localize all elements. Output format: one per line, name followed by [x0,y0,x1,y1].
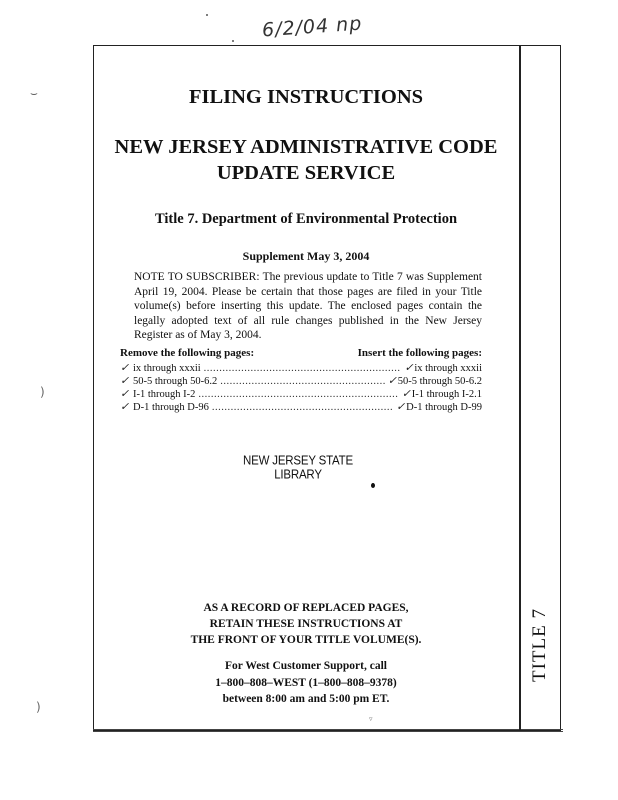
checkmark-icon: ✓ [120,401,130,413]
pages-row [120,361,482,374]
title-tab-label: TITLE 7 [529,607,551,683]
scan-artifact: ▿ [369,715,373,723]
title-tab [519,560,561,730]
document-subtitle-line2: UPDATE SERVICE [216,162,396,184]
dot-leader [204,363,402,374]
insert-pages: 50-5 through 50-6.2 [397,376,482,387]
remove-pages-header: Remove the following pages: [120,347,255,359]
record-line: RETAIN THESE INSTRUCTIONS AT [209,618,403,630]
checkmark-icon: ✓ [401,388,411,400]
checkmark-icon: ✓ [404,362,414,374]
insert-pages: I-1 through I-2.1 [411,389,482,400]
dot-leader [198,389,398,400]
document-title: FILING INSTRUCTIONS [188,86,424,108]
dot-leader [212,402,393,413]
scan-speck [206,14,208,16]
checkmark-icon: ✓ [120,375,130,387]
insert-pages: D-1 through D-99 [406,402,482,413]
page-border-bottom [93,729,563,732]
supplement-date: Supplement May 3, 2004 [242,249,370,263]
pages-table [120,361,482,413]
pages-row [120,374,482,387]
checkmark-icon: ✓ [396,401,406,413]
title-section-heading: Title 7. Department of Environmental Protection [154,211,458,227]
pages-table-header [120,347,482,359]
margin-scan-mark: ) [40,385,45,399]
support-line: For West Customer Support, call [225,660,387,672]
margin-scan-mark: ) [36,700,41,714]
document-subtitle-line1: NEW JERSEY ADMINISTRATIVE CODE [114,136,498,158]
support-hours: between 8:00 am and 5:00 pm ET. [222,693,390,705]
remove-pages: ix through xxxii [133,363,201,374]
remove-pages: D-1 through D-96 [133,402,209,413]
checkmark-icon: ✓ [387,375,397,387]
subscriber-note: NOTE TO SUBSCRIBER: The previous update to Title 7 was Supplement April 19, 2004. Please be certain that those pages are filed in your Title volume(s) before inserting this update. The enclosed pages contain the legally adopted text of all rule changes published in the New Jersey Register as of May 3, 2004. [134,271,482,341]
remove-pages: I-1 through I-2 [133,389,196,400]
customer-support-info [93,658,519,708]
library-stamp: NEW JERSEY STATE LIBRARY [243,454,353,482]
record-instructions [93,600,519,648]
handwritten-date-note: 6/2/04 np [261,12,363,42]
record-line: THE FRONT OF YOUR TITLE VOLUME(S). [190,634,422,646]
dot-leader [220,376,384,387]
scan-speck [232,40,234,42]
insert-pages-header: Insert the following pages: [357,347,482,359]
support-phone: 1–800–808–WEST (1–800–808–9378) [215,676,397,689]
record-line: AS A RECORD OF REPLACED PAGES, [203,602,409,614]
pages-row [120,387,482,400]
checkmark-icon: ✓ [120,388,130,400]
ink-dot [371,483,375,488]
pages-row [120,400,482,413]
insert-pages: ix through xxxii [414,363,482,374]
remove-pages: 50-5 through 50-6.2 [133,376,218,387]
margin-scan-mark: ⌣ [30,86,38,100]
checkmark-icon: ✓ [120,362,130,374]
